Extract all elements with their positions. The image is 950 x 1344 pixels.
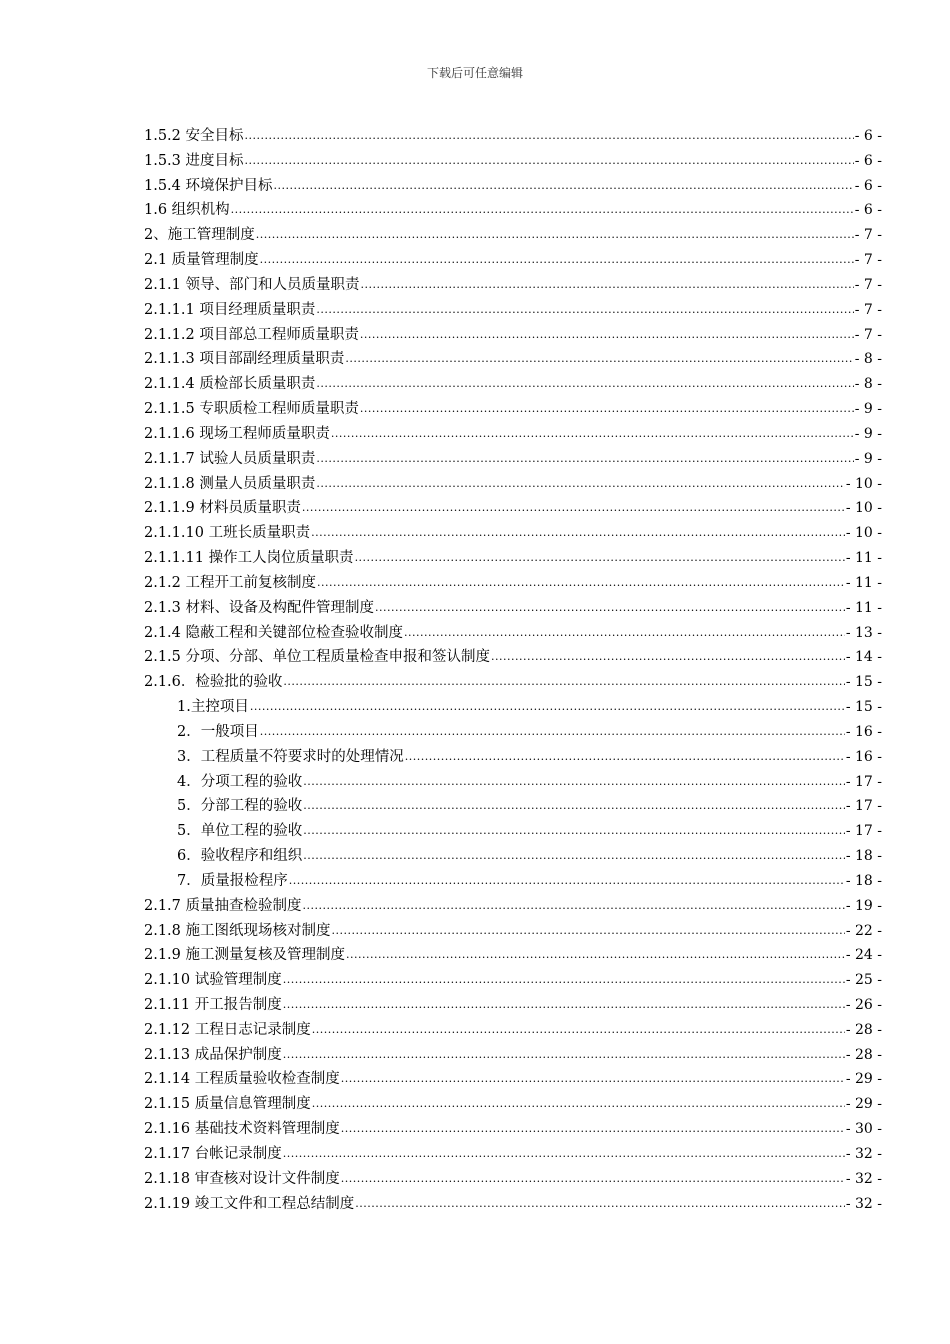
toc-entry-page-number: - 13 - xyxy=(845,624,882,641)
toc-entry-title: 2.1.1.3 项目部副经理质量职责 xyxy=(144,351,345,368)
toc-entry-title: 2.1.1.6 现场工程师质量职责 xyxy=(144,425,330,442)
toc-entry-page-number: - 17 - xyxy=(845,798,882,815)
toc-entry[interactable] xyxy=(144,496,882,521)
toc-entry-title: 2.1.9 施工测量复核及管理制度 xyxy=(144,947,346,964)
toc-entry-title: 2.1.18 审查核对设计文件制度 xyxy=(144,1170,340,1187)
toc-entry-page-number: - 16 - xyxy=(845,723,882,740)
toc-dot-leader xyxy=(361,273,854,298)
toc-dot-leader xyxy=(332,919,845,944)
toc-entry-page-number: - 32 - xyxy=(845,1170,882,1187)
toc-entry-page-number: - 28 - xyxy=(845,1046,882,1063)
toc-entry-title: 3．工程质量不符要求时的处理情况 xyxy=(177,748,404,765)
toc-entry-title: 6．验收程序和组织 xyxy=(177,848,303,865)
toc-dot-leader xyxy=(245,149,854,174)
toc-dot-leader xyxy=(231,198,854,223)
toc-entry-title: 2.1.15 质量信息管理制度 xyxy=(144,1096,311,1113)
toc-entry[interactable] xyxy=(144,198,882,223)
toc-entry-page-number: - 6 - xyxy=(854,202,882,219)
toc-dot-leader xyxy=(303,770,845,795)
toc-entry-page-number: - 30 - xyxy=(845,1121,882,1138)
toc-entry[interactable] xyxy=(144,1092,882,1117)
toc-entry-title: 1.5.2 安全目标 xyxy=(144,128,244,144)
toc-entry[interactable] xyxy=(144,397,882,422)
toc-entry[interactable] xyxy=(144,919,882,944)
toc-entry-page-number: - 11 - xyxy=(845,550,882,567)
toc-entry-page-number: - 10 - xyxy=(845,525,882,542)
toc-entry[interactable] xyxy=(144,993,882,1018)
table-of-contents xyxy=(144,124,882,1216)
toc-entry-title: 2.1.2 工程开工前复核制度 xyxy=(144,574,317,591)
toc-entry-page-number: - 10 - xyxy=(845,500,882,517)
toc-entry[interactable] xyxy=(144,298,882,323)
toc-entry-page-number: - 11 - xyxy=(845,574,882,591)
toc-entry-page-number: - 32 - xyxy=(845,1195,882,1212)
toc-entry[interactable] xyxy=(144,149,882,174)
toc-entry-page-number: - 25 - xyxy=(845,972,882,989)
toc-dot-leader xyxy=(283,670,844,695)
toc-entry-title: 1.5.4 环境保护目标 xyxy=(144,177,273,194)
toc-entry-title: 7．质量报检程序 xyxy=(177,872,288,889)
toc-entry-page-number: - 18 - xyxy=(845,848,882,865)
toc-dot-leader xyxy=(360,397,854,422)
toc-dot-leader xyxy=(316,447,853,472)
toc-entry-page-number: - 19 - xyxy=(845,897,882,914)
toc-entry-page-number: - 7 - xyxy=(854,227,882,244)
toc-entry-title: 2.1.13 成品保护制度 xyxy=(144,1046,282,1063)
toc-dot-leader xyxy=(250,695,845,720)
toc-entry-title: 2.1.11 开工报告制度 xyxy=(144,996,282,1013)
toc-entry-title: 2.1.14 工程质量验收检查制度 xyxy=(144,1071,340,1088)
toc-entry[interactable] xyxy=(144,770,882,795)
toc-entry-page-number: - 11 - xyxy=(845,599,882,616)
page-header: 下载后可任意编辑 xyxy=(426,66,523,80)
toc-entry-page-number: - 15 - xyxy=(845,674,882,691)
toc-entry-page-number: - 29 - xyxy=(845,1096,882,1113)
toc-dot-leader xyxy=(311,521,845,546)
toc-dot-leader xyxy=(341,1167,845,1192)
toc-entry[interactable] xyxy=(144,794,882,819)
toc-entry-page-number: - 28 - xyxy=(845,1021,882,1038)
toc-entry-page-number: - 10 - xyxy=(845,475,882,492)
toc-entry-title: 2.1.7 质量抽查检验制度 xyxy=(144,897,302,914)
toc-dot-leader xyxy=(331,422,854,447)
toc-entry[interactable] xyxy=(144,248,882,273)
toc-entry-page-number: - 17 - xyxy=(845,773,882,790)
toc-dot-leader xyxy=(302,496,845,521)
toc-dot-leader xyxy=(260,248,854,273)
toc-entry-title: 2.1.1.4 质检部长质量职责 xyxy=(144,376,316,393)
toc-entry[interactable] xyxy=(144,869,882,894)
toc-entry-title: 5．单位工程的验收 xyxy=(177,823,303,840)
toc-entry[interactable] xyxy=(144,720,882,745)
toc-entry-page-number: - 24 - xyxy=(845,947,882,964)
toc-dot-leader xyxy=(283,968,845,993)
toc-entry-page-number: - 7 - xyxy=(854,301,882,318)
toc-entry-page-number: - 9 - xyxy=(854,401,882,418)
toc-entry-title: 2.1.5 分项、分部、单位工程质量检查申报和签认制度 xyxy=(144,649,491,666)
toc-entry-title: 2.1.12 工程日志记录制度 xyxy=(144,1021,311,1038)
toc-dot-leader xyxy=(303,844,845,869)
toc-entry-title: 2．一般项目 xyxy=(177,723,259,740)
toc-entry-page-number: - 14 - xyxy=(845,649,882,666)
toc-entry-title: 1.6 组织机构 xyxy=(144,202,230,219)
toc-entry-page-number: - 18 - xyxy=(845,872,882,889)
toc-dot-leader xyxy=(303,819,845,844)
toc-entry-page-number: - 9 - xyxy=(854,450,882,467)
toc-dot-leader xyxy=(346,943,845,968)
toc-entry-page-number: - 17 - xyxy=(845,823,882,840)
toc-entry-title: 2、施工管理制度 xyxy=(144,227,255,244)
toc-entry-page-number: - 26 - xyxy=(845,996,882,1013)
toc-entry-title: 2.1.4 隐蔽工程和关键部位检查验收制度 xyxy=(144,624,404,641)
toc-entry-title: 1.5.3 进度目标 xyxy=(144,152,244,169)
toc-entry-title: 2.1.16 基础技术资料管理制度 xyxy=(144,1121,340,1138)
toc-entry-page-number: - 6 - xyxy=(854,128,882,144)
toc-dot-leader xyxy=(260,720,845,745)
toc-entry-page-number: - 16 - xyxy=(845,748,882,765)
toc-entry[interactable] xyxy=(144,124,882,149)
toc-entry-page-number: - 29 - xyxy=(845,1071,882,1088)
toc-dot-leader xyxy=(256,223,854,248)
toc-entry[interactable] xyxy=(144,1192,882,1217)
toc-entry[interactable] xyxy=(144,1167,882,1192)
toc-dot-leader xyxy=(355,1192,845,1217)
toc-dot-leader xyxy=(360,323,854,348)
toc-entry-page-number: - 8 - xyxy=(854,376,882,393)
toc-entry-title: 2.1 质量管理制度 xyxy=(144,252,259,269)
toc-dot-leader xyxy=(316,372,853,397)
toc-entry[interactable] xyxy=(144,645,882,670)
toc-entry-title: 2.1.10 试验管理制度 xyxy=(144,972,282,989)
toc-entry[interactable] xyxy=(144,1067,882,1092)
toc-dot-leader xyxy=(405,745,845,770)
toc-entry-title: 1.主控项目 xyxy=(177,699,249,716)
toc-dot-leader xyxy=(317,571,845,596)
toc-dot-leader xyxy=(375,596,845,621)
toc-entry[interactable] xyxy=(144,968,882,993)
toc-entry-title: 2.1.1.1 项目经理质量职责 xyxy=(144,301,316,318)
toc-entry-page-number: - 8 - xyxy=(854,351,882,368)
toc-dot-leader xyxy=(245,124,854,149)
toc-entry-title: 2.1.19 竣工文件和工程总结制度 xyxy=(144,1195,355,1212)
toc-entry[interactable] xyxy=(144,1043,882,1068)
toc-entry-title: 2.1.1.7 试验人员质量职责 xyxy=(144,450,316,467)
toc-entry[interactable] xyxy=(144,670,882,695)
toc-entry[interactable] xyxy=(144,323,882,348)
toc-entry[interactable] xyxy=(144,223,882,248)
toc-entry-title: 2.1.1.5 专职质检工程师质量职责 xyxy=(144,401,359,418)
toc-dot-leader xyxy=(345,347,853,372)
toc-entry[interactable] xyxy=(144,1117,882,1142)
toc-dot-leader xyxy=(303,794,845,819)
toc-entry-page-number: - 32 - xyxy=(845,1145,882,1162)
toc-entry-page-number: - 9 - xyxy=(854,425,882,442)
toc-entry-title: 2.1.1.2 项目部总工程师质量职责 xyxy=(144,326,359,343)
toc-dot-leader xyxy=(283,1142,845,1167)
toc-dot-leader xyxy=(355,546,845,571)
toc-entry-page-number: - 15 - xyxy=(845,699,882,716)
toc-entry-page-number: - 6 - xyxy=(854,177,882,194)
toc-dot-leader xyxy=(283,1043,845,1068)
toc-entry-title: 4．分项工程的验收 xyxy=(177,773,303,790)
toc-entry-page-number: - 7 - xyxy=(854,326,882,343)
toc-dot-leader xyxy=(283,993,845,1018)
toc-entry-title: 2.1.1.10 工班长质量职责 xyxy=(144,525,311,542)
toc-dot-leader xyxy=(303,894,845,919)
toc-entry-title: 2.1.3 材料、设备及构配件管理制度 xyxy=(144,599,375,616)
toc-entry-page-number: - 6 - xyxy=(854,152,882,169)
toc-entry-title: 2.1.17 台帐记录制度 xyxy=(144,1145,282,1162)
toc-entry[interactable] xyxy=(144,1018,882,1043)
toc-entry-title: 2.1.1.8 测量人员质量职责 xyxy=(144,475,316,492)
toc-entry[interactable] xyxy=(144,372,882,397)
toc-entry[interactable] xyxy=(144,621,882,646)
toc-entry-title: 5．分部工程的验收 xyxy=(177,798,303,815)
toc-entry[interactable] xyxy=(144,819,882,844)
toc-entry[interactable] xyxy=(144,472,882,497)
toc-entry-title: 2.1.1 领导、部门和人员质量职责 xyxy=(144,276,360,293)
toc-dot-leader xyxy=(491,645,845,670)
toc-entry-title: 2.1.1.9 材料员质量职责 xyxy=(144,500,301,517)
toc-entry[interactable] xyxy=(144,546,882,571)
toc-entry-page-number: - 22 - xyxy=(845,922,882,939)
toc-dot-leader xyxy=(404,621,845,646)
toc-entry[interactable] xyxy=(144,422,882,447)
toc-entry[interactable] xyxy=(144,844,882,869)
toc-entry[interactable] xyxy=(144,521,882,546)
toc-dot-leader xyxy=(341,1117,845,1142)
toc-entry[interactable] xyxy=(144,447,882,472)
toc-entry-title: 2.1.1.11 操作工人岗位质量职责 xyxy=(144,550,354,567)
toc-dot-leader xyxy=(312,1018,845,1043)
toc-dot-leader xyxy=(341,1067,845,1092)
toc-entry-title: 2.1.8 施工图纸现场核对制度 xyxy=(144,922,331,939)
toc-dot-leader xyxy=(316,298,853,323)
toc-dot-leader xyxy=(289,869,845,894)
toc-entry[interactable] xyxy=(144,943,882,968)
toc-entry[interactable] xyxy=(144,894,882,919)
toc-entry[interactable] xyxy=(144,695,882,720)
toc-dot-leader xyxy=(274,174,854,199)
toc-entry-page-number: - 7 - xyxy=(854,276,882,293)
toc-entry-page-number: - 7 - xyxy=(854,252,882,269)
toc-entry[interactable] xyxy=(144,596,882,621)
toc-entry[interactable] xyxy=(144,745,882,770)
toc-entry[interactable] xyxy=(144,273,882,298)
toc-entry[interactable] xyxy=(144,571,882,596)
toc-entry-title: 2.1.6．检验批的验收 xyxy=(144,674,283,691)
toc-entry[interactable] xyxy=(144,174,882,199)
toc-dot-leader xyxy=(312,1092,845,1117)
toc-dot-leader xyxy=(316,472,844,497)
toc-entry[interactable] xyxy=(144,347,882,372)
toc-entry[interactable] xyxy=(144,1142,882,1167)
